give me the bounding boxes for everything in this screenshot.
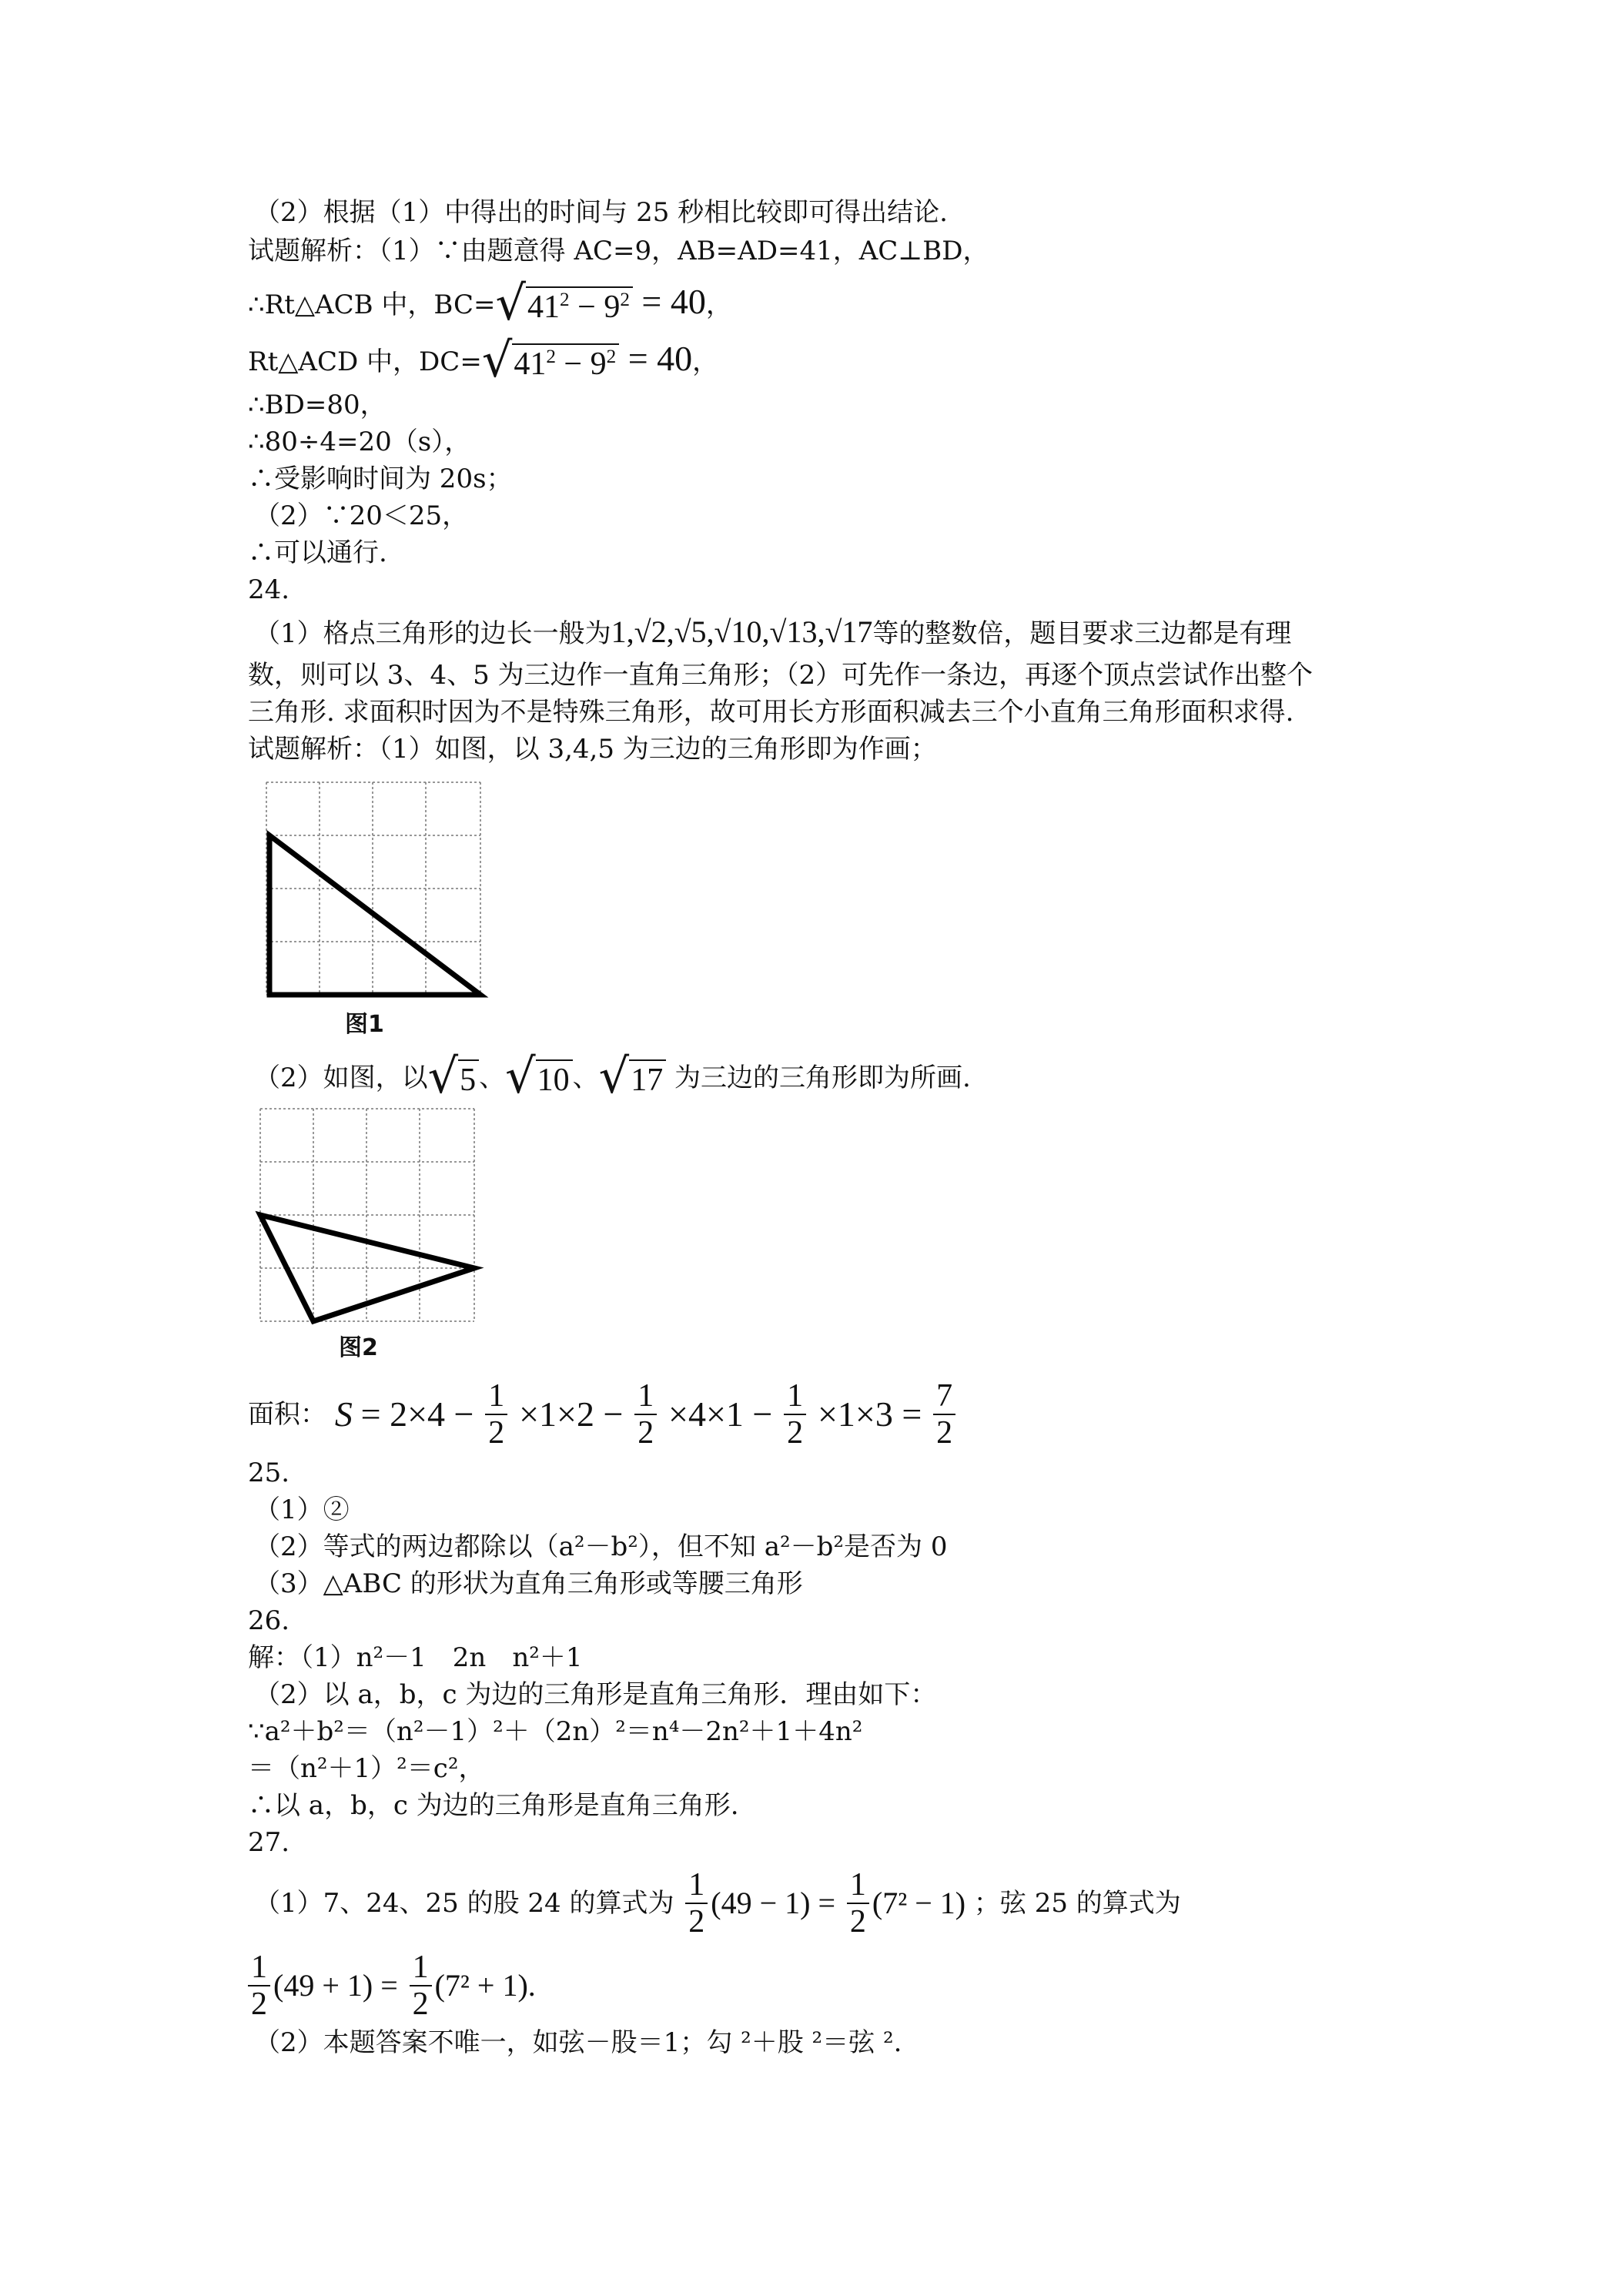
math-exponent: 2 bbox=[620, 290, 630, 310]
math-expression: 1,√2,√5,√10,√13,√17 bbox=[611, 614, 873, 649]
math-term: (49 − 1) = bbox=[711, 1886, 836, 1920]
text-line: ＝（n²＋1）²＝c²， bbox=[248, 1753, 485, 1784]
math-number: 41 bbox=[514, 346, 547, 382]
text-line: 三角形. 求面积时因为不是特殊三角形，故可用长方形面积减去三个小直角三角形面积求得. bbox=[248, 697, 1294, 728]
math-term: ×1×2 − bbox=[519, 1394, 624, 1434]
text-line: ∴可以通行. bbox=[248, 537, 387, 568]
math-term: (7² − 1) bbox=[872, 1886, 966, 1920]
text-line bbox=[254, 1048, 971, 1104]
text-line bbox=[254, 616, 1291, 650]
fraction: $\frac{1}{2}$ bbox=[847, 1867, 869, 1940]
text-span: （1）7、24、25 的股 24 的算式为 bbox=[254, 1888, 674, 1919]
sqrt-expression: √ 5 bbox=[428, 1055, 480, 1098]
text-line: （2）本题答案不唯一，如弦－股＝1；勾 ²＋股 ²＝弦 ². bbox=[254, 2027, 902, 2058]
math-term: (49 + 1) = bbox=[273, 1968, 398, 2003]
text-span: Rt△ACD 中，DC= bbox=[248, 346, 482, 377]
text-span: ， bbox=[705, 290, 732, 320]
math-variable: S bbox=[334, 1394, 353, 1434]
math-number: 9 bbox=[590, 346, 607, 382]
question-number: 26. bbox=[248, 1605, 290, 1636]
text-span: 为三边的三角形即为所画. bbox=[674, 1063, 971, 1093]
math-number: 41 bbox=[527, 290, 561, 325]
text-line: ∵a²＋b²＝（n²－1）²＋（2n）²＝n⁴－2n²＋1＋4n² bbox=[248, 1716, 863, 1747]
fraction: $\frac{7}{2}$ bbox=[933, 1378, 955, 1451]
math-exponent: 2 bbox=[546, 346, 556, 367]
math-number: 9 bbox=[604, 290, 621, 325]
math-term: ×4×1 − bbox=[668, 1394, 773, 1434]
question-number: 25. bbox=[248, 1458, 290, 1488]
math-term: ×1×3 = bbox=[817, 1394, 922, 1434]
fraction: $\frac{1}{2}$ bbox=[634, 1378, 657, 1451]
question-number: 24. bbox=[248, 574, 290, 605]
math-result: = 40 bbox=[632, 282, 706, 321]
text-line: 试题解析：（1）如图，以 3,4,5 为三边的三角形即为作画； bbox=[248, 734, 937, 765]
area-formula bbox=[248, 1378, 959, 1451]
sqrt-expression: √ 17 bbox=[599, 1055, 667, 1098]
sqrt-expression: √ $41^2 - 9^2$ bbox=[482, 339, 619, 382]
fraction: $\frac{1}{2}$ bbox=[485, 1378, 507, 1451]
text-line: （2）等式的两边都除以（a²－b²），但不知 a²－b²是否为 0 bbox=[254, 1531, 948, 1562]
text-line bbox=[248, 1950, 536, 2022]
text-line: （2）∵20＜25， bbox=[254, 500, 469, 531]
text-line: （2）根据（1）中得出的时间与 25 秒相比较即可得出结论. bbox=[254, 197, 948, 228]
math-exponent: 2 bbox=[606, 346, 617, 367]
text-span: 、 bbox=[572, 1063, 599, 1093]
text-span: 、 bbox=[479, 1063, 506, 1093]
text-span: 面积： bbox=[248, 1399, 326, 1430]
math-term: = 2×4 − bbox=[360, 1394, 474, 1434]
math-exponent: 2 bbox=[560, 290, 570, 310]
question-number: 27. bbox=[248, 1827, 290, 1858]
text-line: （2）以 a，b，c 为边的三角形是直角三角形．理由如下： bbox=[254, 1679, 937, 1710]
math-term: . bbox=[527, 1968, 536, 2003]
text-line: 数，则可以 3、4、5 为三边作一直角三角形；（2）可先作一条边，再逐个顶点尝试作出整个 bbox=[248, 660, 1313, 691]
fraction: $\frac{1}{2}$ bbox=[248, 1950, 270, 2022]
figure-1-caption: 图1 bbox=[345, 1011, 384, 1038]
text-line: ∴BD=80， bbox=[248, 390, 387, 420]
fraction: $\frac{1}{2}$ bbox=[410, 1950, 432, 2022]
text-span: ；弦 25 的算式为 bbox=[973, 1888, 1181, 1919]
figure-2-grid bbox=[254, 1103, 485, 1334]
math-term: (7² + 1) bbox=[434, 1968, 528, 2003]
sqrt-expression: √ 10 bbox=[505, 1055, 573, 1098]
sqrt-expression: √ $41^2 - 9^2$ bbox=[496, 282, 633, 325]
triangle-3-4-5 bbox=[269, 835, 480, 995]
text-span: （1）格点三角形的边长一般为 bbox=[254, 618, 611, 649]
bc-equation bbox=[248, 275, 732, 331]
fraction: $\frac{1}{2}$ bbox=[685, 1867, 708, 1940]
math-result: = 40 bbox=[619, 339, 693, 378]
text-line bbox=[254, 1867, 1181, 1940]
text-line: （1）② bbox=[254, 1494, 350, 1525]
text-line: ∴以 a，b，c 为边的三角形是直角三角形. bbox=[248, 1790, 739, 1821]
text-span: （2）如图，以 bbox=[254, 1063, 428, 1093]
text-line: 试题解析：（1）∵由题意得 AC=9，AB=AD=41，AC⊥BD， bbox=[248, 236, 989, 266]
text-line: ∴受影响时间为 20s； bbox=[248, 464, 513, 494]
text-span: ， bbox=[692, 346, 719, 377]
dc-equation bbox=[248, 332, 719, 388]
text-line: （3）△ABC 的形状为直角三角形或等腰三角形 bbox=[254, 1568, 803, 1599]
text-span: 等的整数倍，题目要求三边都是有理 bbox=[872, 618, 1292, 649]
figure-2-caption: 图2 bbox=[339, 1334, 378, 1361]
text-line: ∴80÷4=20（s）， bbox=[248, 427, 471, 457]
fraction: $\frac{1}{2}$ bbox=[784, 1378, 806, 1451]
figure-1-grid bbox=[262, 778, 493, 1009]
text-span: ∴Rt△ACB 中，BC= bbox=[248, 290, 496, 320]
text-line: 解：（1）n²－1 2n n²＋1 bbox=[248, 1642, 583, 1673]
